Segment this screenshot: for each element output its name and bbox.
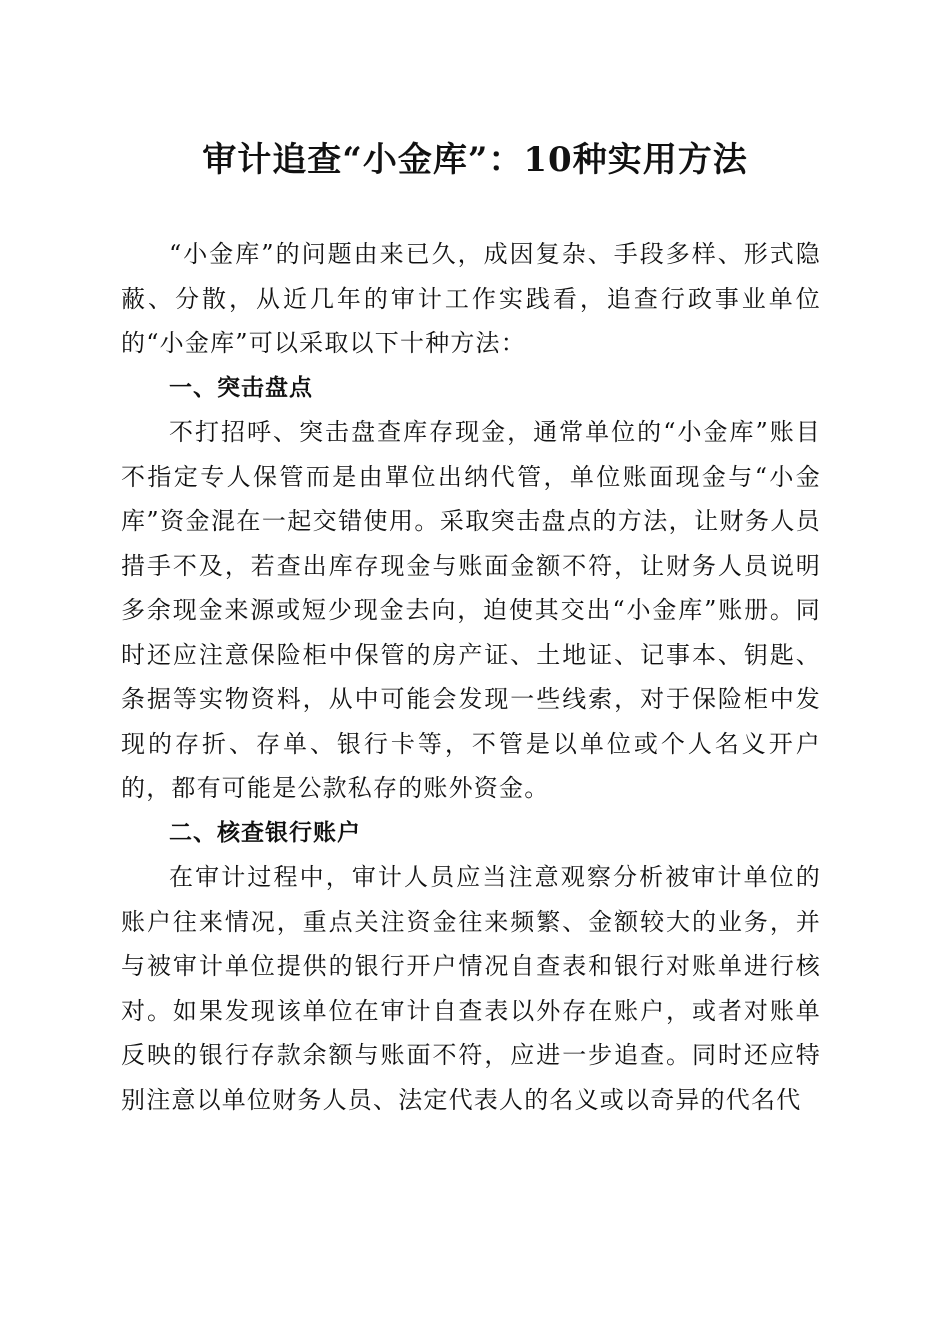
section-paragraph-2: 在审计过程中，审计人员应当注意观察分析被审计单位的账户往来情况，重点关注资金往来频繁、金额较大的业务，并与被审计单位提供的银行开户情况自查表和银行对账单进行核对。如果发现该单位在审计自查表以外存在账户，或者对账单反映的银行存款余额与账面不符，应进一步追查。同时还应特别注意以单位财务人员、法定代表人的名义或以奇异的代名代 bbox=[121, 863, 821, 1114]
section-paragraph-1: 不打招呼、突击盘查库存现金，通常单位的“小金库”账目不指定专人保管而是由單位出纳代管，单位账面现金与“小金库”资金混在一起交错使用。采取突击盘点的方法，让财务人员措手不及，若查出库存现金与账面金额不符，让财务人员说明多余现金来源或短少现金去向，迫使其交出“小金库”账册。同时还应注意保险柜中保管的房产证、土地证、记事本、钥匙、条据等实物资料，从中可能会发现一些线索，对于保险柜中发现的存折、存单、银行卡等，不管是以单位或个人名义开户的，都有可能是公款私存的账外资金。 bbox=[121, 418, 821, 802]
document-title: 审计追查“小金库”：10种实用方法 bbox=[202, 140, 748, 180]
intro-paragraph: “小金库”的问题由来已久，成因复杂、手段多样、形式隐蔽、分散，从近几年的审计工作实践看，追查行政事业单位的“小金库”可以采取以下十种方法： bbox=[121, 240, 821, 357]
section-heading-2: 二、核查银行账户 bbox=[169, 819, 361, 846]
section-heading-1: 一、突击盘点 bbox=[169, 374, 313, 401]
document-body bbox=[121, 232, 821, 1122]
